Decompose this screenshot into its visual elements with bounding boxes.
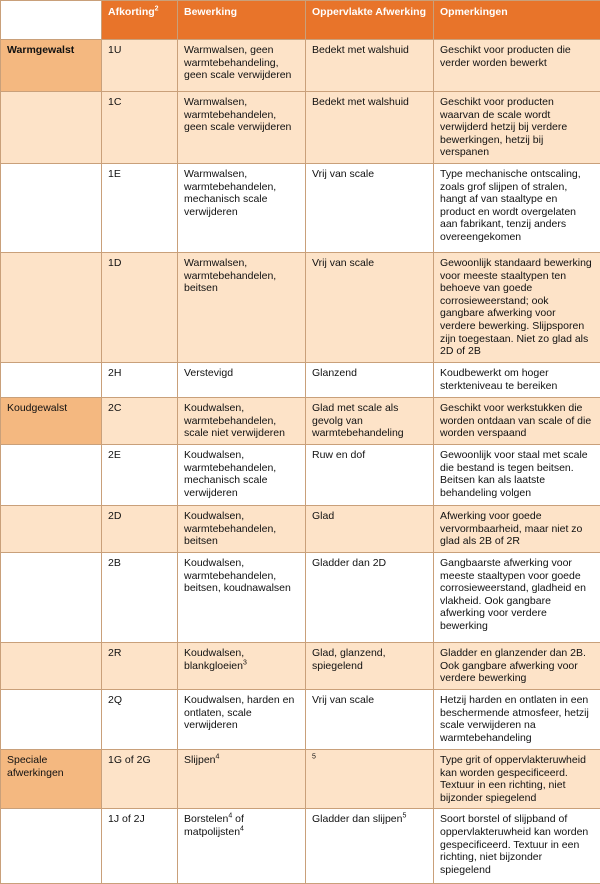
cell-category-empty [1,252,102,362]
cell-process: Warmwalsen, warmtebehandelen, geen scale verwijderen [178,92,306,164]
cell-process [178,749,306,808]
footnote-marker: 4 [228,813,232,820]
cell-category-empty [1,689,102,749]
footnote-marker: 5 [402,813,406,820]
cell-code: 2Q [102,689,178,749]
cell-surface: Glad met scale als gevolg van warmtebehandeling [306,397,434,444]
cell-process: Koudwalsen, warmtebehandelen, mechanisch scale verwijderen [178,444,306,505]
footnote-marker: 5 [312,753,316,760]
footnote-marker: 3 [243,659,247,666]
cell-surface: Bedekt met walshuid [306,40,434,92]
cell-category-empty [1,444,102,505]
cell-surface: Glanzend [306,362,434,397]
cell-remarks: Geschikt voor werkstukken die worden ontdaan van scale of die worden verspaand [434,397,600,444]
cell-remarks: Geschikt voor producten waarvan de scale wordt verwijderd hetzij bij verdere bewerkingen, hetzij bij verspanen [434,92,600,164]
cell-surface: Vrij van scale [306,689,434,749]
cell-process-text: Koudwalsen, blankgloeien [184,647,244,672]
cell-category-empty [1,362,102,397]
cell-surface: Vrij van scale [306,252,434,362]
cell-surface: Bedekt met walshuid [306,92,434,164]
table-row [1,252,600,362]
table-row [1,397,600,444]
table-row [1,749,600,808]
cell-code: 1G of 2G [102,749,178,808]
cell-surface: Glad [306,505,434,552]
cell-remarks: Afwerking voor goede vervormbaarheid, maar niet zo glad als 2B of 2R [434,505,600,552]
cell-category-empty [1,163,102,252]
cell-process: Verstevigd [178,362,306,397]
header-surface: Oppervlakte Afwerking [306,1,434,40]
group-label-hot: Warmgewalst [1,40,102,92]
cell-code: 1U [102,40,178,92]
cell-remarks: Soort borstel of slijpband of oppervlakteruwheid kan worden gespecificeerd. Textuur in een richting, niet bijzonder spiegelend [434,809,600,884]
cell-process: Warmwalsen, warmtebehandelen, mechanisch scale verwijderen [178,163,306,252]
cell-surface [306,749,434,808]
header-code-label: Afkorting [108,6,155,18]
cell-process: Warmwalsen, geen warmtebehandeling, geen scale verwijderen [178,40,306,92]
cell-remarks: Koudbewerkt om hoger sterkteniveau te bereiken [434,362,600,397]
cell-remarks: Gangbaarste afwerking voor meeste staaltypen voor goede corrosieweerstand, gladheid en vlakheid. Ook gangbare afwerking voor verdere bewerking [434,552,600,642]
cell-code: 2R [102,642,178,689]
cell-process: Koudwalsen, warmtebehandelen, scale niet verwijderen [178,397,306,444]
header-code [102,1,178,40]
cell-category-empty [1,92,102,164]
header-category [1,1,102,40]
cell-process-text: Borstelen [184,813,228,825]
header-row [1,1,600,40]
cell-code: 1J of 2J [102,809,178,884]
table-row [1,92,600,164]
cell-category-empty [1,642,102,689]
cell-surface: Vrij van scale [306,163,434,252]
cell-code: 1E [102,163,178,252]
cell-remarks: Gladder en glanzender dan 2B. Ook gangbare afwerking voor verdere bewerking [434,642,600,689]
cell-process [178,642,306,689]
cell-code: 2D [102,505,178,552]
cell-surface: Gladder dan 2D [306,552,434,642]
group-label-special: Speciale afwerkingen [1,749,102,808]
table-row [1,552,600,642]
header-code-footnote: 2 [155,6,159,13]
cell-remarks: Type mechanische ontscaling, zoals grof slijpen of stralen, hangt af van staaltype en product en wordt overgelaten aan fabrikant, tenzij anders overeengekomen [434,163,600,252]
cell-process-text-2: of matpolijsten [184,813,244,838]
footnote-marker: 4 [240,825,244,832]
cell-process: Warmwalsen, warmtebehandelen, beitsen [178,252,306,362]
table-row [1,689,600,749]
cell-code: 1D [102,252,178,362]
cell-process: Koudwalsen, harden en ontlaten, scale verwijderen [178,689,306,749]
cell-surface: Ruw en dof [306,444,434,505]
cell-remarks: Hetzij harden en ontlaten in een beschermende atmosfeer, hetzij scale verwijderen na warmtebehandeling [434,689,600,749]
cell-process: Koudwalsen, warmtebehandelen, beitsen, koudnawalsen [178,552,306,642]
cell-code: 2H [102,362,178,397]
cell-remarks: Geschikt voor producten die verder worden bewerkt [434,40,600,92]
cell-code: 2C [102,397,178,444]
cell-process-text: Slijpen [184,754,216,766]
cell-surface: Glad, glanzend, spiegelend [306,642,434,689]
table-row [1,642,600,689]
table-row [1,362,600,397]
cell-code: 2B [102,552,178,642]
table-row [1,163,600,252]
cell-category-empty [1,505,102,552]
cell-remarks: Gewoonlijk standaard bewerking voor meeste staaltypen ten behoeve van goede corrosieweerstand; ook gangbare afwerking voor verdere bewerking. Slijpsporen zijn toegestaan. Niet zo glad als 2D of 2B [434,252,600,362]
header-process: Bewerking [178,1,306,40]
cell-process: Koudwalsen, warmtebehandelen, beitsen [178,505,306,552]
cell-surface-text: Gladder dan slijpen [312,813,402,825]
group-label-cold: Koudgewalst [1,397,102,444]
cell-remarks: Gewoonlijk voor staal met scale die bestand is tegen beitsen. Beitsen kan als laatste behandeling volgen [434,444,600,505]
cell-remarks: Type grit of oppervlakteruwheid kan worden gespecificeerd. Textuur in een richting, niet bijzonder spiegelend [434,749,600,808]
cell-code: 2E [102,444,178,505]
cell-category-empty [1,552,102,642]
table-row [1,505,600,552]
table-row [1,444,600,505]
header-remarks: Opmerkingen [434,1,600,40]
footnote-marker: 4 [216,753,220,760]
table-row [1,40,600,92]
cell-code: 1C [102,92,178,164]
